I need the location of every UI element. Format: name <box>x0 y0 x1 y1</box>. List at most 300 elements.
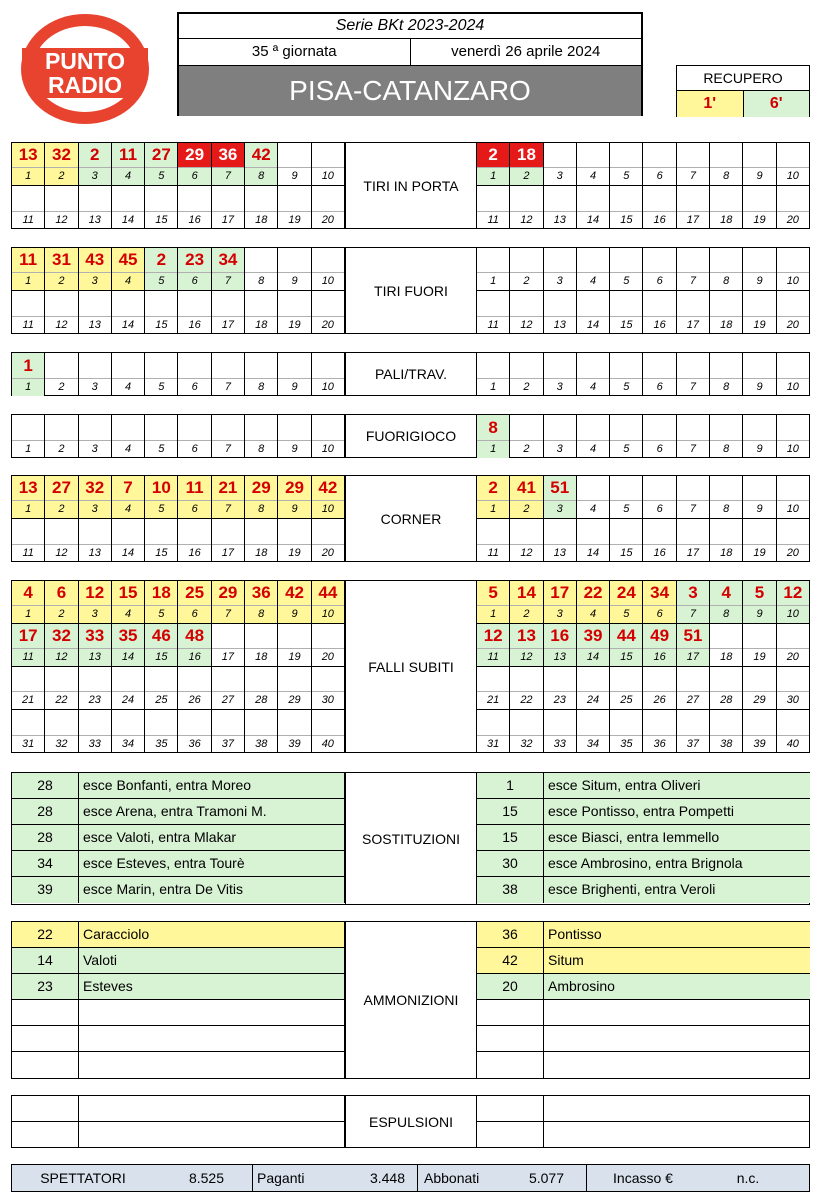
event-cell <box>245 186 278 229</box>
event-minute <box>477 291 509 317</box>
event-minute <box>312 624 344 649</box>
event-minute: 18 <box>510 143 542 168</box>
event-cell <box>710 291 743 334</box>
event-number: 6 <box>656 170 663 182</box>
event-number: 7 <box>224 443 231 455</box>
event-cell <box>278 710 311 753</box>
event-minute <box>477 186 509 212</box>
sub-row <box>477 825 810 851</box>
event-cell <box>510 415 543 458</box>
event-minute <box>145 291 177 317</box>
event-number: 17 <box>686 547 700 559</box>
event-minute: 35 <box>112 624 144 649</box>
grid-row <box>12 143 345 186</box>
event-cell <box>12 186 45 229</box>
event-number: 5 <box>623 503 630 515</box>
event-cell <box>79 415 112 458</box>
event-cell <box>12 519 45 562</box>
event-cell <box>477 476 510 519</box>
event-cell <box>178 143 211 186</box>
espulsioni-row <box>12 1096 345 1122</box>
event-cell <box>178 353 211 396</box>
event-number: 4 <box>589 443 597 455</box>
event-cell <box>178 624 211 667</box>
event-cell <box>544 624 577 667</box>
sub-minute: 30 <box>477 851 544 876</box>
event-minute <box>510 248 542 273</box>
event-cell <box>178 186 211 229</box>
event-number: 1 <box>490 275 497 287</box>
event-minute <box>610 248 642 273</box>
event-minute <box>510 519 542 545</box>
event-number: 27 <box>221 694 235 706</box>
event-cell <box>577 476 610 519</box>
event-cell <box>145 291 178 334</box>
event-minute: 22 <box>577 581 609 606</box>
punto-radio-logo <box>18 12 152 126</box>
event-number: 6 <box>178 273 210 290</box>
event-minute <box>610 710 642 736</box>
event-minute <box>610 186 642 212</box>
event-cell <box>312 581 345 624</box>
ammonizioni-row <box>12 1026 345 1052</box>
sub-row <box>12 773 345 799</box>
event-cell <box>45 476 78 519</box>
event-cell <box>245 291 278 334</box>
event-minute <box>577 186 609 212</box>
ammonizioni-row <box>477 1026 810 1052</box>
event-number: 31 <box>22 738 35 750</box>
event-cell <box>777 353 810 396</box>
event-cell <box>743 519 776 562</box>
event-minute <box>312 291 344 317</box>
event-minute: 2 <box>145 248 177 273</box>
event-number: 13 <box>544 649 576 666</box>
ammonizioni-player <box>544 1026 810 1051</box>
event-number: 8 <box>258 443 265 455</box>
event-cell <box>112 248 145 291</box>
event-cell <box>212 710 245 753</box>
ammonizioni-minute <box>12 1052 79 1078</box>
event-minute <box>45 291 77 317</box>
event-cell <box>643 581 676 624</box>
grid-row <box>477 710 810 753</box>
event-number: 20 <box>321 214 334 226</box>
event-cell <box>677 143 710 186</box>
stat-label: FALLI SUBITI <box>345 581 477 752</box>
event-minute <box>677 519 709 545</box>
event-number: 10 <box>321 275 334 287</box>
event-number: 8 <box>245 606 277 623</box>
event-minute <box>12 415 44 441</box>
ammonizioni-row <box>12 974 345 1000</box>
event-cell <box>312 291 345 334</box>
event-cell <box>777 519 810 562</box>
ammonizioni-row <box>477 948 810 974</box>
event-minute <box>112 186 144 212</box>
event-cell <box>477 710 510 753</box>
sub-row <box>12 877 345 903</box>
event-cell <box>677 415 710 458</box>
event-minute <box>278 186 310 212</box>
event-cell <box>312 415 345 458</box>
event-minute <box>710 248 742 273</box>
event-minute <box>79 291 111 317</box>
event-minute <box>212 519 244 545</box>
event-number: 31 <box>487 738 500 750</box>
event-cell <box>312 476 345 519</box>
event-number: 13 <box>553 214 566 226</box>
home-team-grid <box>12 476 345 561</box>
event-minute <box>112 415 144 441</box>
event-cell <box>510 291 543 334</box>
event-cell <box>743 143 776 186</box>
event-cell <box>245 353 278 396</box>
event-number: 8 <box>723 381 730 393</box>
recupero-first-half: 1' <box>677 91 744 117</box>
event-minute <box>312 248 344 273</box>
event-number: 24 <box>121 694 135 706</box>
event-minute: 42 <box>312 476 344 501</box>
event-minute <box>112 519 144 545</box>
event-number: 5 <box>145 273 177 290</box>
event-cell <box>45 186 78 229</box>
event-number: 4 <box>112 168 144 185</box>
event-number: 15 <box>155 214 168 226</box>
event-number: 6 <box>656 443 663 455</box>
event-cell <box>510 353 543 396</box>
event-number: 2 <box>510 606 542 623</box>
event-minute: 36 <box>245 581 277 606</box>
event-minute <box>178 667 210 692</box>
event-minute: 29 <box>212 581 244 606</box>
event-minute <box>79 186 111 212</box>
event-number: 6 <box>191 381 198 393</box>
event-cell <box>245 248 278 291</box>
event-minute <box>245 624 277 649</box>
event-cell <box>577 667 610 710</box>
event-number: 11 <box>12 649 44 666</box>
event-minute <box>710 143 742 168</box>
event-cell <box>777 581 810 624</box>
event-number: 9 <box>756 275 763 287</box>
event-minute <box>312 667 344 692</box>
event-number: 10 <box>312 606 344 623</box>
event-minute <box>12 667 44 692</box>
event-minute: 31 <box>45 248 77 273</box>
event-minute <box>510 415 542 441</box>
event-number: 5 <box>145 606 177 623</box>
recupero-box <box>676 65 810 117</box>
event-number: 35 <box>155 738 168 750</box>
event-number: 1 <box>12 606 44 623</box>
event-cell <box>312 667 345 710</box>
event-number: 9 <box>291 381 298 393</box>
event-number: 9 <box>756 170 763 182</box>
event-minute: 24 <box>610 581 642 606</box>
event-number: 20 <box>321 651 334 663</box>
event-number: 10 <box>786 170 799 182</box>
event-number: 2 <box>523 381 530 393</box>
event-minute <box>743 667 775 692</box>
event-number: 1 <box>25 443 32 455</box>
event-number: 8 <box>258 275 265 287</box>
event-cell <box>245 581 278 624</box>
event-minute <box>79 667 111 692</box>
event-cell <box>45 710 78 753</box>
attendance-footer <box>11 1164 810 1192</box>
event-number: 17 <box>221 547 235 559</box>
event-minute <box>544 710 576 736</box>
event-number: 19 <box>753 214 766 226</box>
event-cell <box>544 476 577 519</box>
event-number: 11 <box>487 319 499 331</box>
event-minute <box>544 667 576 692</box>
sub-minute: 39 <box>12 877 79 903</box>
event-minute <box>112 667 144 692</box>
event-number: 22 <box>520 694 533 706</box>
event-cell <box>45 248 78 291</box>
event-number: 1 <box>12 273 44 290</box>
event-number: 12 <box>510 649 542 666</box>
event-number: 2 <box>45 606 77 623</box>
event-number: 1 <box>477 501 509 518</box>
event-minute <box>643 710 675 736</box>
event-minute <box>677 667 709 692</box>
event-cell <box>710 248 743 291</box>
event-cell <box>710 186 743 229</box>
stat-section-fuorigioco <box>11 414 810 458</box>
event-minute: 48 <box>178 624 210 649</box>
event-minute: 11 <box>178 476 210 501</box>
event-minute <box>79 353 111 379</box>
event-minute <box>743 624 775 649</box>
event-cell <box>178 519 211 562</box>
event-minute <box>777 353 809 379</box>
event-minute <box>610 476 642 501</box>
grid-row <box>477 415 810 458</box>
sub-minute: 1 <box>477 773 544 798</box>
event-cell <box>577 624 610 667</box>
event-number: 19 <box>288 214 301 226</box>
event-cell <box>79 667 112 710</box>
event-cell <box>643 667 676 710</box>
event-minute <box>577 353 609 379</box>
event-number: 14 <box>121 547 135 559</box>
event-cell <box>544 353 577 396</box>
event-cell <box>510 519 543 562</box>
event-cell <box>212 624 245 667</box>
event-number: 8 <box>723 275 730 287</box>
home-team-grid <box>12 143 345 228</box>
event-number: 4 <box>589 170 597 182</box>
event-number: 6 <box>656 275 663 287</box>
event-minute <box>477 710 509 736</box>
event-minute <box>477 519 509 545</box>
event-minute <box>312 519 344 545</box>
event-number: 12 <box>45 649 77 666</box>
event-minute <box>278 667 310 692</box>
event-cell <box>12 143 45 186</box>
event-number: 3 <box>544 606 576 623</box>
event-cell <box>145 415 178 458</box>
event-minute: 14 <box>510 581 542 606</box>
event-cell <box>710 581 743 624</box>
event-minute <box>510 710 542 736</box>
event-number: 21 <box>487 694 500 706</box>
event-number: 5 <box>610 606 642 623</box>
event-cell <box>510 710 543 753</box>
event-cell <box>312 624 345 667</box>
event-cell <box>79 476 112 519</box>
event-number: 18 <box>255 547 268 559</box>
event-cell <box>510 143 543 186</box>
event-cell <box>544 415 577 458</box>
event-minute <box>643 476 675 501</box>
event-cell <box>278 143 311 186</box>
event-cell <box>112 667 145 710</box>
sub-text: esce Situm, entra Oliveri <box>548 777 701 793</box>
event-cell <box>610 519 643 562</box>
event-cell <box>643 291 676 334</box>
event-minute <box>278 710 310 736</box>
event-cell <box>777 291 810 334</box>
event-minute: 8 <box>477 415 509 441</box>
event-number: 15 <box>145 649 177 666</box>
event-number: 6 <box>656 381 663 393</box>
event-minute <box>278 291 310 317</box>
event-number: 16 <box>643 649 675 666</box>
event-minute <box>544 248 576 273</box>
event-cell <box>710 624 743 667</box>
away-team-grid <box>477 476 810 561</box>
event-number: 4 <box>124 381 132 393</box>
event-minute <box>278 624 310 649</box>
event-number: 36 <box>188 738 201 750</box>
event-number: 4 <box>589 503 597 515</box>
series-title: Serie BKt 2023-2024 <box>179 14 641 39</box>
event-cell <box>710 143 743 186</box>
event-number: 7 <box>689 443 696 455</box>
event-cell <box>178 667 211 710</box>
grid-row <box>12 291 345 334</box>
event-cell <box>544 581 577 624</box>
event-cell <box>777 476 810 519</box>
event-number: 10 <box>786 443 799 455</box>
sub-row <box>477 851 810 877</box>
event-cell <box>477 291 510 334</box>
event-cell <box>610 353 643 396</box>
event-cell <box>12 291 45 334</box>
stat-label: PALI/TRAV. <box>345 353 477 395</box>
abbonati-value: 5.077 <box>528 1170 564 1186</box>
event-cell <box>212 667 245 710</box>
away-team-grid <box>477 143 810 228</box>
event-number: 16 <box>188 214 201 226</box>
event-minute <box>245 415 277 441</box>
event-minute <box>777 476 809 501</box>
grid-row <box>477 353 810 396</box>
event-number: 18 <box>720 547 733 559</box>
event-cell <box>312 143 345 186</box>
event-cell <box>12 667 45 710</box>
event-minute: 45 <box>112 248 144 273</box>
espulsioni-row <box>477 1122 810 1148</box>
event-number: 26 <box>188 694 201 706</box>
event-minute <box>710 186 742 212</box>
ammonizioni-label: AMMONIZIONI <box>345 922 477 1078</box>
event-minute <box>510 291 542 317</box>
event-number: 32 <box>55 738 68 750</box>
event-cell <box>12 624 45 667</box>
event-number: 14 <box>586 319 600 331</box>
event-minute <box>610 291 642 317</box>
event-number: 14 <box>121 319 135 331</box>
espulsioni-section <box>11 1095 810 1148</box>
event-minute: 4 <box>12 581 44 606</box>
event-cell <box>677 186 710 229</box>
event-minute <box>212 353 244 379</box>
event-number: 13 <box>553 319 566 331</box>
event-cell <box>710 476 743 519</box>
event-cell <box>278 476 311 519</box>
event-minute: 33 <box>79 624 111 649</box>
event-minute <box>278 519 310 545</box>
event-cell <box>610 186 643 229</box>
event-number: 13 <box>79 649 111 666</box>
event-number: 20 <box>786 547 799 559</box>
event-number: 9 <box>743 606 775 623</box>
event-cell <box>477 248 510 291</box>
ammonizioni-player: Caracciolo <box>79 922 345 947</box>
event-number: 8 <box>245 501 277 518</box>
sub-minute: 28 <box>12 799 79 824</box>
event-minute: 15 <box>112 581 144 606</box>
sub-minute: 38 <box>477 877 544 903</box>
stat-section-falli-subiti <box>11 580 810 753</box>
event-minute: 13 <box>12 476 44 501</box>
event-minute <box>45 519 77 545</box>
event-number: 5 <box>158 443 165 455</box>
espulsioni-player <box>544 1122 810 1148</box>
sub-text: esce Ambrosino, entra Brignola <box>548 855 743 871</box>
event-minute: 5 <box>743 581 775 606</box>
event-number: 18 <box>255 214 268 226</box>
event-number: 10 <box>786 503 799 515</box>
event-number: 6 <box>178 501 210 518</box>
ammonizioni-player: Pontisso <box>548 926 602 942</box>
event-number: 14 <box>577 649 609 666</box>
grid-row <box>477 291 810 334</box>
ammonizioni-minute <box>477 1026 544 1051</box>
event-cell <box>145 624 178 667</box>
grid-row <box>12 476 345 519</box>
event-minute <box>544 519 576 545</box>
event-number: 16 <box>653 547 666 559</box>
event-number: 17 <box>677 649 709 666</box>
event-cell <box>610 291 643 334</box>
event-cell <box>643 519 676 562</box>
abbonati-field <box>418 1165 587 1191</box>
event-minute: 10 <box>145 476 177 501</box>
event-cell <box>79 581 112 624</box>
event-cell <box>743 476 776 519</box>
stat-label: FUORIGIOCO <box>345 415 477 457</box>
event-cell <box>577 353 610 396</box>
event-number: 12 <box>520 319 533 331</box>
event-minute: 36 <box>212 143 244 168</box>
event-cell <box>245 476 278 519</box>
